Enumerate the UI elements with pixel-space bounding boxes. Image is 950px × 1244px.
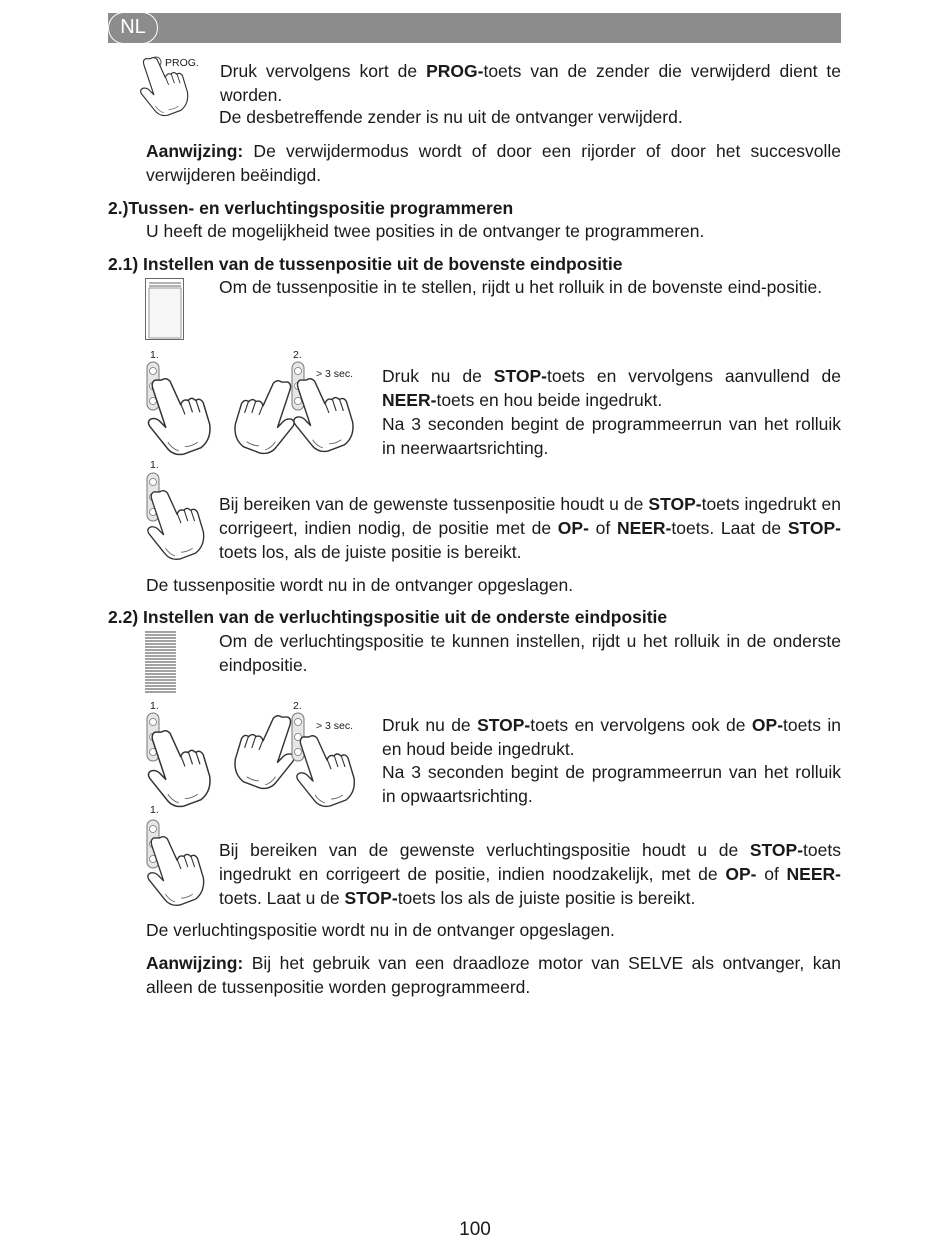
fig22-step-1: 1. — [150, 700, 159, 712]
header-bar — [108, 13, 841, 43]
section-2-intro: U heeft de mogelijkheid twee posities in de ontvanger te programmeren. — [146, 221, 705, 241]
page-number: 100 — [459, 1219, 491, 1240]
note-1: Aanwijzing: De verwijdermodus wordt of door een rijorder of door het succesvolle verwijderen beëindigd. — [146, 141, 841, 185]
section-2-1-result: De tussenpositie wordt nu in de ontvanger opgeslagen. — [146, 575, 574, 595]
note-2: Aanwijzing: Bij het gebruik van een draadloze motor van SELVE als ontvanger, kan alleen de tussenpositie worden geprogrammeerd. — [146, 953, 841, 997]
fig22-hand-c — [298, 735, 364, 805]
fig21-hand-a — [150, 378, 220, 453]
section-2-1-step-4: Bij bereiken van de gewenste tussenpositie houdt u de STOP-toets ingedrukt en corrigeert, indien nodig, de positie met de OP- of NEER-toets. Laat de STOP-toets los, als de juiste positie is bereikt. — [219, 494, 842, 562]
shutter-closed-icon — [145, 631, 177, 693]
fig22b-step-1: 1. — [150, 804, 159, 816]
section-2-1-step-2: Druk nu de STOP-toets en vervolgens aanvullend de NEER-toets en hou beide ingedrukt. — [382, 366, 841, 410]
fig22-step-2: 2. — [293, 700, 302, 712]
fig21-step-2: 2. — [293, 349, 302, 361]
section-2-1-step-1: Om de tussenpositie in te stellen, rijdt u het rolluik in de bovenste eind-positie. — [219, 277, 823, 297]
prog-key-label: PROG. — [165, 57, 199, 69]
fig21-time: > 3 sec. — [316, 368, 354, 380]
fig22-hand-a — [150, 730, 220, 805]
section-2-2-heading: 2.2) Instellen van de verluchtingspositie uit de onderste eindpositie — [108, 607, 668, 627]
section-2-2-step-2: Druk nu de STOP-toets en vervolgens ook de OP-toets in en houd beide ingedrukt. — [382, 715, 841, 759]
fig22-hand-b — [224, 715, 294, 787]
prog-result: De desbetreffende zender is nu uit de ontvanger verwijderd. — [219, 107, 683, 127]
fig21-hand-c — [296, 378, 362, 450]
section-2-2-result: De verluchtingspositie wordt nu in de ontvanger opgeslagen. — [146, 920, 615, 940]
fig21-step-1: 1. — [150, 349, 159, 361]
shutter-open-icon — [145, 278, 185, 340]
fig21-hand-b — [224, 380, 294, 452]
section-2-2-step-4: Bij bereiken van de gewenste verluchtingspositie houdt u de STOP-toets ingedrukt en corrigeert de positie, indien noodzakelijk, met de OP- of NEER-toets. Laat u de STOP-toets los als de juiste positie is bereikt. — [219, 840, 841, 908]
fig21b-step-1: 1. — [150, 459, 159, 471]
section-2-2-step-1: Om de verluchtingspositie te kunnen instellen, rijdt u het rolluik in de onderste eindpositie. — [219, 631, 841, 675]
fig21b-hand — [150, 490, 212, 558]
language-badge: NL — [108, 12, 158, 44]
section-2-1-heading: 2.1) Instellen van de tussenpositie uit de bovenste eindpositie — [108, 254, 623, 274]
fig22b-hand — [150, 836, 212, 904]
section-2-heading: 2.)Tussen- en verluchtingspositie programmeren — [108, 198, 514, 218]
section-2-1-step-3: Na 3 seconden begint de programmeerrun van het rolluik in neerwaartsrichting. — [382, 414, 841, 458]
section-2-2-step-3: Na 3 seconden begint de programmeerrun van het rolluik in opwaartsrichting. — [382, 762, 841, 806]
prog-instruction: Druk vervolgens kort de PROG-toets van de zender die verwijderd dient te worden. — [220, 61, 841, 105]
fig22-time: > 3 sec. — [316, 720, 354, 732]
